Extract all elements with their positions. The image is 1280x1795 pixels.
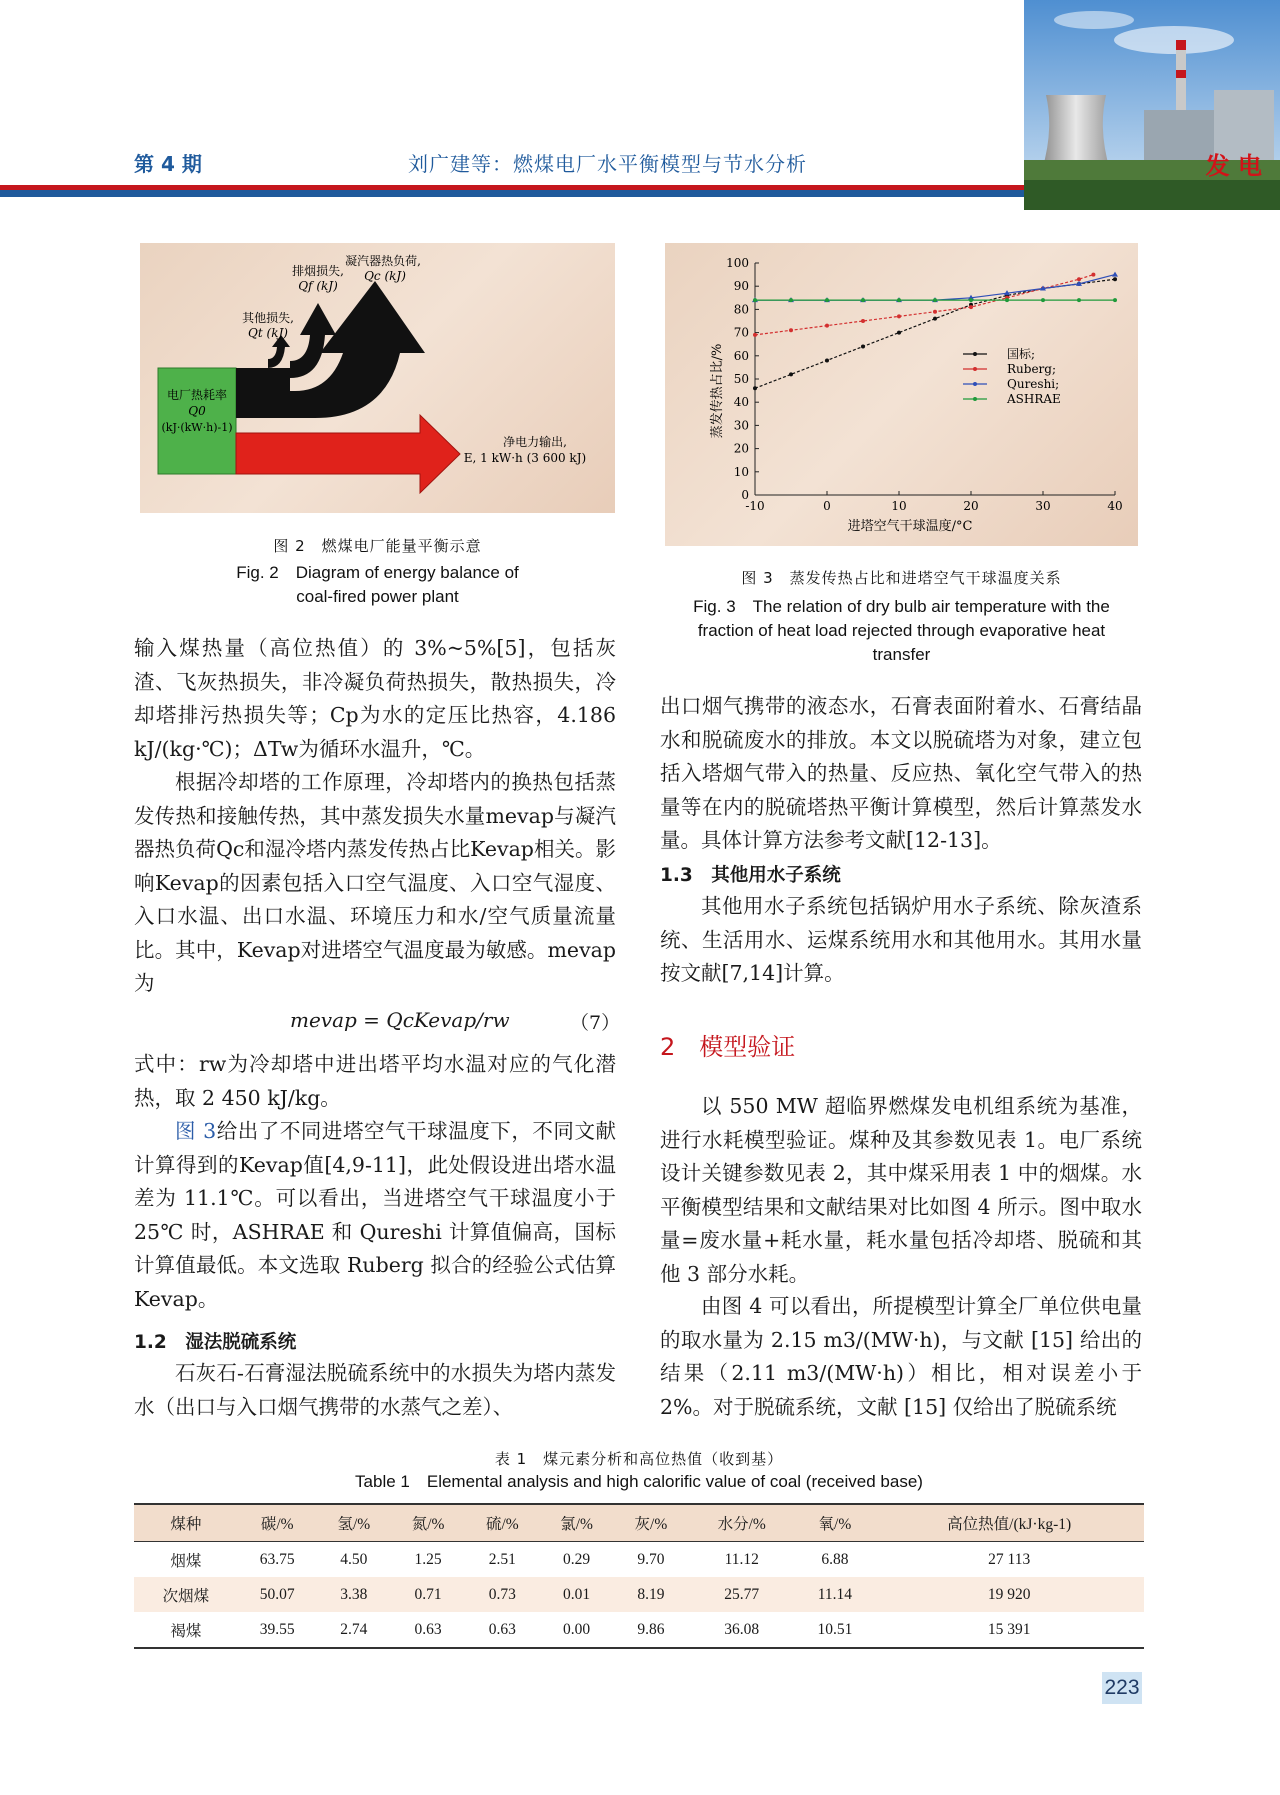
table-cell: 0.63 <box>465 1612 539 1648</box>
legend-marker <box>973 367 977 371</box>
evaporative-fraction-chart <box>665 243 1138 546</box>
table-cell: 褐煤 <box>134 1612 238 1648</box>
data-point <box>897 331 901 335</box>
table-header-cell: 水分/% <box>688 1504 795 1542</box>
legend-label: ASHRAE <box>1007 392 1061 406</box>
left-paragraph-2: 根据冷却塔的工作原理，冷却塔内的换热包括蒸发传热和接触传热，其中蒸发损失水量mevap与凝汽器热负荷Qc和湿冷塔内蒸发传热占比Kevap相关。影响Kevap的因素包括入口空气温度、入口空气湿度、入口水温、出口水温、环境压力和水/空气质量流量比。其中，Kevap对进塔空气温度最为敏感。mevap为 <box>134 770 616 995</box>
table-cell: 0.01 <box>539 1577 613 1612</box>
data-point <box>861 319 865 323</box>
table-cell: 0.71 <box>391 1577 465 1612</box>
chart-legend <box>963 346 1061 406</box>
table-cell: 3.38 <box>317 1577 391 1612</box>
left-paragraph-4-text: 给出了不同进塔空气干球温度下，不同文献计算得到的Kevap值[4,9-11]，此处假设进出塔水温差为 11.1℃。可以看出，当进塔空气干球温度小于 25℃ 时，ASHRAE 和 Qureshi 计算值偏高，国标计算值最低。本文选取 Ruberg 拟合的经验公式估算Kevap。 <box>134 1119 617 1311</box>
table-cell: 11.12 <box>724 1550 759 1568</box>
other-loss-label: 其他损失, <box>242 311 294 325</box>
heading-1-3: 1.3 其他用水子系统 <box>660 865 841 886</box>
table-cell: 15 391 <box>874 1612 1144 1648</box>
other-loss-symbol: Qt (kJ) <box>248 326 288 340</box>
table-header-cell: 氢/% <box>317 1504 391 1542</box>
section-2-heading: 2 模型验证 <box>660 1033 796 1061</box>
data-point <box>825 298 829 302</box>
series-line <box>755 275 1115 301</box>
table-cell: 19 920 <box>874 1577 1144 1612</box>
y-tick-label: 50 <box>733 372 749 386</box>
table-header-cell: 碳/% <box>238 1504 317 1542</box>
running-title: 刘广建等：燃煤电厂水平衡模型与节水分析 <box>408 152 807 176</box>
equation-7: mevap = QcKevap/rw <box>290 1008 510 1032</box>
data-point <box>753 298 757 302</box>
header-rule-blue <box>0 190 1024 197</box>
data-point <box>825 358 829 362</box>
data-point <box>753 333 757 337</box>
legend-marker <box>973 397 977 401</box>
table-body <box>134 1542 1144 1649</box>
table-cell: 1.25 <box>414 1550 442 1568</box>
fig2-caption-zh: 图 2 燃煤电厂能量平衡示意 <box>273 537 482 555</box>
condenser-flow-arrow <box>236 281 425 418</box>
table-row <box>134 1577 1144 1612</box>
fig3-caption-zh: 图 3 蒸发传热占比和进塔空气干球温度关系 <box>741 569 1062 587</box>
data-point <box>1091 273 1095 277</box>
data-point <box>897 298 901 302</box>
data-point <box>1077 277 1081 281</box>
data-point <box>789 298 793 302</box>
table-cell: 10.51 <box>795 1612 874 1648</box>
table-cell: 0.63 <box>391 1612 465 1648</box>
data-point <box>825 324 829 328</box>
table-row <box>134 1542 1144 1578</box>
legend-marker <box>973 382 977 386</box>
fig3-caption-en-2: fraction of heat load rejected through evaporative heat <box>697 621 1106 640</box>
data-point <box>1113 298 1117 302</box>
data-point <box>933 317 937 321</box>
left-paragraph-3: 式中：rw为冷却塔中进出塔平均水温对应的气化潜热，取 2 450 kJ/kg。 <box>134 1052 616 1110</box>
y-tick-label: 100 <box>726 256 749 270</box>
y-tick-label: 90 <box>733 279 749 294</box>
data-point <box>789 328 793 332</box>
y-tick-label: 80 <box>733 302 749 317</box>
heat-rate-symbol: Q0 <box>188 404 206 418</box>
left-paragraph-5: 石灰石-石膏湿法脱硫系统中的水损失为塔内蒸发水（出口与入口烟气携带的水蒸气之差）、 <box>134 1361 616 1419</box>
table-cell: 39.55 <box>238 1612 317 1648</box>
right-paragraph-1: 出口烟气携带的液态水，石膏表面附着水、石膏结晶水和脱硫废水的排放。本文以脱硫塔为对象，建立包括入塔烟气带入的热量、反应热、氧化空气带入的热量等在内的脱硫塔热平衡计算模型，然后计算蒸发水量。具体计算方法参考文献[12-13]。 <box>660 694 1142 852</box>
table-cell: 0.29 <box>563 1550 591 1568</box>
y-tick-label: 70 <box>733 325 749 340</box>
legend-label: Qureshi; <box>1007 377 1060 391</box>
fig2-caption-en-2: coal-fired power plant <box>296 587 459 606</box>
x-tick-label: 20 <box>963 499 979 513</box>
table-cell: 8.19 <box>614 1577 688 1612</box>
section-label: 发 电 <box>1205 152 1262 180</box>
table-cell: 烟煤 <box>170 1552 202 1570</box>
table-header-cell: 氮/% <box>391 1504 465 1542</box>
legend-label: 国标; <box>1007 347 1036 361</box>
data-point <box>789 372 793 376</box>
x-tick-label: 10 <box>891 499 907 513</box>
equation-number: （7） <box>570 1012 621 1034</box>
table-header-cell: 氧/% <box>795 1504 874 1542</box>
y-tick-label: 30 <box>733 418 749 433</box>
right-paragraph-3: 以 550 MW 超临界燃煤发电机组系统为基准，进行水耗模型验证。煤种及其参数见表 1。电厂系统设计关键参数见表 2，其中煤采用表 1 中的烟煤。水平衡模型结果和文献结果对比如图 4 所示。图中取水量=废水量+耗水量，耗水量包括冷却塔、脱硫和其他 3 部分水耗。 <box>660 1094 1142 1286</box>
condenser-label: 凝汽器热负荷, <box>345 254 421 268</box>
table-cell: 2.51 <box>488 1550 516 1568</box>
y-tick-label: 0 <box>741 488 749 502</box>
table-header-cell: 高位热值/(kJ·kg-1) <box>874 1504 1144 1542</box>
y-tick-label: 60 <box>733 348 749 363</box>
net-power-arrow <box>236 415 460 493</box>
data-point <box>1112 272 1118 277</box>
table-cell: 0.00 <box>539 1612 613 1648</box>
data-point <box>969 298 973 302</box>
table-cell: 2.74 <box>317 1612 391 1648</box>
fig3-caption-en-1: Fig. 3 The relation of dry bulb air temperature with the <box>693 597 1110 616</box>
heat-rate-label: 电厂热耗率 <box>166 388 228 402</box>
table-header-row <box>134 1504 1144 1542</box>
x-axis-label: 进塔空气干球温度/°C <box>847 519 973 534</box>
left-paragraph-4 <box>134 1115 616 1316</box>
table-cell: 次烟煤 <box>134 1577 238 1612</box>
figure-3-evaporative-fraction <box>665 243 1138 546</box>
data-point <box>861 345 865 349</box>
legend-label: Ruberg; <box>1007 362 1057 376</box>
data-point <box>1041 298 1045 302</box>
flue-loss-arrow <box>290 303 336 378</box>
table-cell: 27 113 <box>988 1550 1031 1568</box>
table-cell: 36.08 <box>688 1612 795 1648</box>
page-number: 223 <box>1102 1672 1142 1704</box>
table-cell: 50.07 <box>238 1577 317 1612</box>
right-paragraph-2: 其他用水子系统包括锅炉用水子系统、除灰渣系统、生活用水、运煤系统用水和其他用水。其用水量按文献[7,14]计算。 <box>660 894 1142 985</box>
table-cell: 9.70 <box>637 1550 665 1568</box>
flue-loss-symbol: Qf (kJ) <box>298 279 338 293</box>
y-tick-label: 10 <box>733 464 749 479</box>
data-point <box>861 298 865 302</box>
left-paragraph-1: 输入煤热量（高位热值）的 3%~5%[5]，包括灰渣、飞灰热损失，非冷凝负荷热损失，散热损失，冷却塔排污热损失等；Cp为水的定压比热容，4.186 kJ/(kg·℃)；ΔTw为循环水温升，℃。 <box>134 636 616 761</box>
data-point <box>933 310 937 314</box>
x-tick-label: 0 <box>823 499 831 513</box>
table-header-cell: 硫/% <box>465 1504 539 1542</box>
flue-loss-label: 排烟损失, <box>292 264 344 278</box>
data-point <box>897 314 901 318</box>
table-cell: 63.75 <box>259 1550 295 1568</box>
condenser-symbol: Qc (kJ) <box>364 269 406 283</box>
table-header-cell: 灰/% <box>614 1504 688 1542</box>
data-point <box>1113 277 1117 281</box>
fig2-caption-en-1: Fig. 2 Diagram of energy balance of <box>236 563 519 582</box>
table-cell: 4.50 <box>340 1550 368 1568</box>
table-row <box>134 1612 1144 1648</box>
table-header-cell: 氯/% <box>539 1504 613 1542</box>
series-line <box>755 275 1093 335</box>
y-tick-label: 20 <box>733 441 749 456</box>
table-header-cell: 煤种 <box>134 1504 238 1542</box>
legend-marker <box>973 352 977 356</box>
right-paragraph-4: 由图 4 可以看出，所提模型计算全厂单位供电量的取水量为 2.15 m3/(MW·h)，与文献 [15] 给出的结果（2.11 m3/(MW·h)）相比，相对误差小于 2%。对于脱硫系统，文献 [15] 仅给出了脱硫系统 <box>660 1294 1142 1419</box>
table-cell: 9.86 <box>614 1612 688 1648</box>
fig3-caption-en-3: transfer <box>872 645 931 664</box>
net-power-value: E, 1 kW·h (3 600 kJ) <box>463 451 587 465</box>
table-cell: 6.88 <box>821 1550 849 1568</box>
table1-caption-en: Table 1 Elemental analysis and high calorific value of coal (received base) <box>355 1472 923 1491</box>
y-axis-label: 蒸发传热占比/% <box>710 343 725 439</box>
series-line <box>755 279 1115 388</box>
data-point <box>753 386 757 390</box>
heat-rate-unit: (kJ·(kW·h)-1) <box>161 421 233 434</box>
chart-axes <box>726 256 1123 513</box>
chart-series <box>752 272 1118 391</box>
x-tick-label: -10 <box>745 499 765 513</box>
issue-number: 第 4 期 <box>134 152 202 176</box>
x-tick-label: 40 <box>1107 499 1123 513</box>
table1-caption-zh: 表 1 煤元素分析和高位热值（收到基） <box>494 1450 784 1468</box>
header-power-plant-photo <box>1024 0 1280 210</box>
table-1-coal-analysis <box>134 1503 1144 1649</box>
data-point <box>1005 298 1009 302</box>
net-power-label: 净电力输出, <box>503 435 567 449</box>
table-cell: 11.14 <box>795 1577 874 1612</box>
table-cell: 0.73 <box>465 1577 539 1612</box>
data-point <box>1077 298 1081 302</box>
figure-2-energy-balance <box>140 243 615 513</box>
energy-balance-diagram <box>140 243 615 513</box>
data-point <box>933 298 937 302</box>
heading-1-2: 1.2 湿法脱硫系统 <box>134 1332 297 1353</box>
data-point <box>969 305 973 309</box>
y-tick-label: 40 <box>733 395 749 410</box>
x-tick-label: 30 <box>1035 499 1051 513</box>
fig3-reference-link[interactable]: 图 3 <box>175 1119 217 1143</box>
table-cell: 25.77 <box>688 1577 795 1612</box>
